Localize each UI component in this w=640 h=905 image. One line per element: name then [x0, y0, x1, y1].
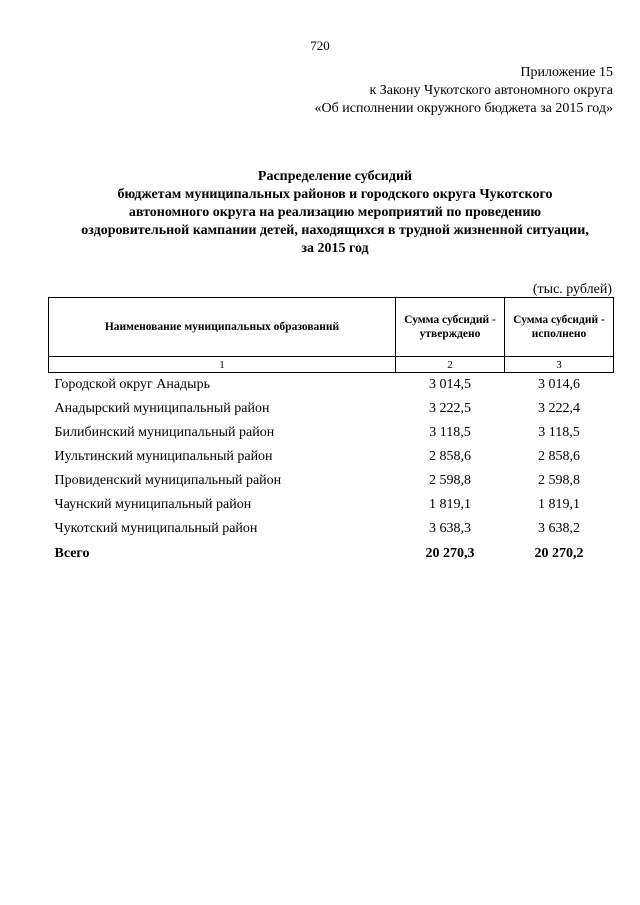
row-name: Билибинский муниципальный район — [54, 425, 275, 440]
row-approved: 1 819,1 — [429, 497, 471, 512]
total-approved: 20 270,3 — [425, 546, 475, 561]
title-line: автономного округа на реализацию мероприятий по проведению — [128, 205, 542, 220]
row-approved: 3 118,5 — [429, 425, 471, 440]
table-row — [49, 493, 614, 517]
table-row — [49, 517, 614, 541]
column-number: 3 — [505, 357, 614, 373]
row-executed: 3 014,6 — [538, 377, 580, 392]
row-name: Чукотский муниципальный район — [54, 521, 258, 536]
appendix-header — [315, 64, 613, 118]
header-approved: Сумма субсидий - утверждено — [396, 298, 505, 357]
row-name: Провиденский муниципальный район — [54, 473, 282, 488]
table-row — [49, 397, 614, 421]
row-name: Анадырский муниципальный район — [54, 401, 270, 416]
row-name: Чаунский муниципальный район — [54, 497, 252, 512]
appendix-line: Приложение 15 — [520, 65, 613, 80]
row-executed: 3 638,2 — [538, 521, 580, 536]
row-name: Иультинский муниципальный район — [54, 449, 273, 464]
document-title — [40, 168, 630, 258]
row-name: Городской округ Анадырь — [54, 377, 210, 392]
table-row — [49, 469, 614, 493]
title-line: оздоровительной кампании детей, находящихся в трудной жизненной ситуации, — [81, 223, 589, 238]
column-number: 2 — [396, 357, 505, 373]
row-executed: 3 118,5 — [538, 425, 580, 440]
row-approved: 2 858,6 — [429, 449, 471, 464]
row-approved: 3 014,5 — [429, 377, 471, 392]
row-approved: 3 638,3 — [429, 521, 471, 536]
row-executed: 2 858,6 — [538, 449, 580, 464]
title-line: за 2015 год — [301, 241, 369, 256]
subsidy-table — [48, 297, 613, 567]
row-approved: 3 222,5 — [429, 401, 471, 416]
units-label: (тыс. рублей) — [532, 282, 612, 297]
row-executed: 2 598,8 — [538, 473, 580, 488]
page-number: 720 — [310, 38, 330, 53]
row-executed: 1 819,1 — [538, 497, 580, 512]
table-row — [49, 421, 614, 445]
column-number: 1 — [49, 357, 396, 373]
header-name: Наименование муниципальных образований — [49, 298, 396, 357]
header-executed: Сумма субсидий - исполнено — [505, 298, 614, 357]
table-row — [49, 445, 614, 469]
table-row — [49, 373, 614, 398]
row-approved: 2 598,8 — [429, 473, 471, 488]
total-executed: 20 270,2 — [534, 546, 584, 561]
appendix-line: «Об исполнении окружного бюджета за 2015 год» — [314, 101, 613, 116]
total-row — [49, 541, 614, 567]
total-label: Всего — [54, 546, 90, 561]
title-line: бюджетам муниципальных районов и городского округа Чукотского — [117, 187, 553, 202]
title-line: Распределение субсидий — [257, 169, 413, 184]
appendix-line: к Закону Чукотского автономного округа — [369, 83, 613, 98]
row-executed: 3 222,4 — [538, 401, 580, 416]
